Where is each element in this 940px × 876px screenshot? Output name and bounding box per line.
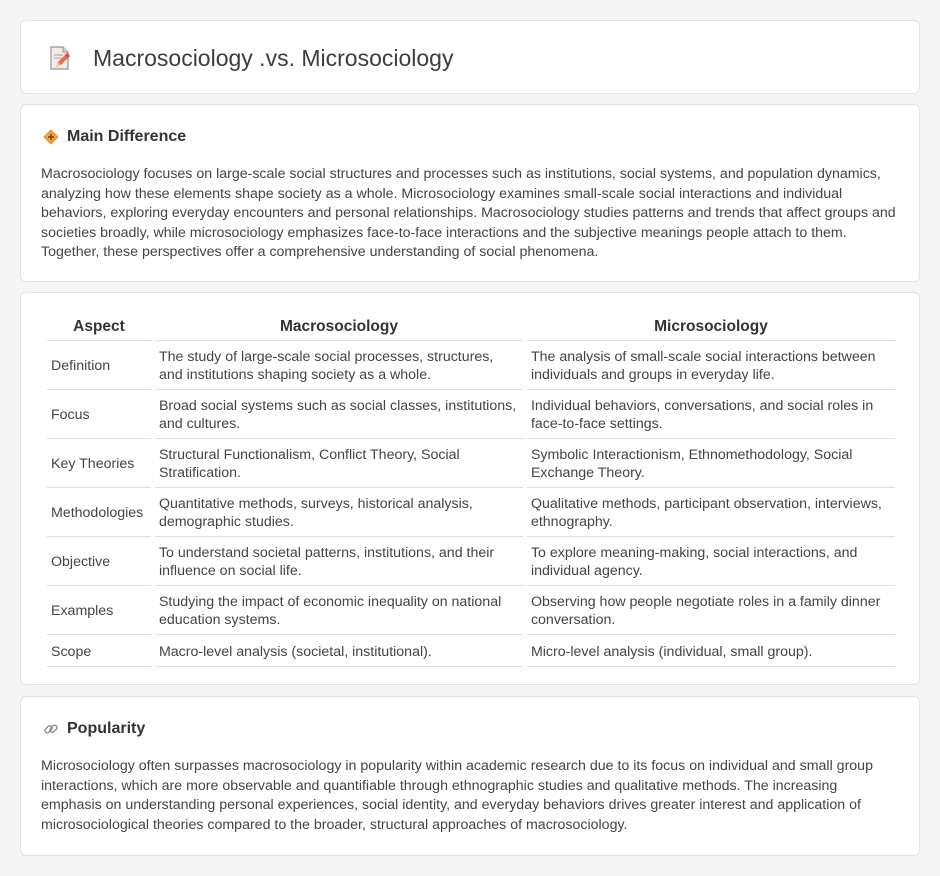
micro-cell: Micro-level analysis (individual, small group). [527, 635, 895, 667]
micro-cell: Qualitative methods, participant observation, interviews, ethnography. [527, 488, 895, 537]
popularity-card [20, 696, 920, 856]
table-row [47, 439, 895, 488]
popularity-text: Microsociology often surpasses macrosociology in popularity within academic research due to its focus on individual and small group interactions, which are more observable and quantifiable through ethnographic studies and qualitative methods. The increasing emphasis on understanding personal experiences, social identity, and everyday behaviors drives greater interest and application of microsociological theories compared to the broader, structural approaches of macrosociology. [41, 758, 873, 833]
comparison-table [43, 313, 899, 667]
table-row [47, 586, 895, 635]
comparison-card [20, 292, 920, 685]
aspect-cell: Methodologies [47, 488, 151, 537]
macro-cell: Broad social systems such as social classes, institutions, and cultures. [155, 390, 523, 439]
macro-cell: Quantitative methods, surveys, historical analysis, demographic studies. [155, 488, 523, 537]
aspect-cell: Definition [47, 341, 151, 390]
link-icon [43, 721, 59, 737]
main-difference-heading [43, 127, 186, 147]
micro-cell: The analysis of small-scale social interactions between individuals and groups in everyday life. [527, 341, 895, 390]
macro-cell: To understand societal patterns, institutions, and their influence on social life. [155, 537, 523, 586]
header-aspect: Aspect [47, 313, 151, 341]
document-pencil-icon [47, 44, 73, 72]
aspect-cell: Objective [47, 537, 151, 586]
title-row [47, 43, 453, 73]
micro-cell: Individual behaviors, conversations, and social roles in face-to-face settings. [527, 390, 895, 439]
aspect-cell: Scope [47, 635, 151, 667]
aspect-cell: Key Theories [47, 439, 151, 488]
header-microsociology: Microsociology [527, 313, 895, 341]
popularity-title: Popularity [67, 720, 146, 737]
macro-cell: Structural Functionalism, Conflict Theory, Social Stratification. [155, 439, 523, 488]
aspect-cell: Examples [47, 586, 151, 635]
micro-cell: Symbolic Interactionism, Ethnomethodology, Social Exchange Theory. [527, 439, 895, 488]
main-difference-card [20, 104, 920, 282]
table-row [47, 537, 895, 586]
table-header-row [47, 313, 895, 341]
main-difference-title: Main Difference [67, 128, 187, 145]
header-macrosociology: Macrosociology [155, 313, 523, 341]
micro-cell: Observing how people negotiate roles in a family dinner conversation. [527, 586, 895, 635]
header-card [20, 20, 920, 94]
table-row [47, 635, 895, 667]
popularity-heading [43, 719, 145, 739]
table-row [47, 341, 895, 390]
diamond-sign-icon [43, 129, 59, 145]
table-row [47, 390, 895, 439]
aspect-cell: Focus [47, 390, 151, 439]
macro-cell: Macro-level analysis (societal, institutional). [155, 635, 523, 667]
macro-cell: Studying the impact of economic inequality on national education systems. [155, 586, 523, 635]
macro-cell: The study of large-scale social processes, structures, and institutions shaping society as a whole. [155, 341, 523, 390]
micro-cell: To explore meaning-making, social interactions, and individual agency. [527, 537, 895, 586]
main-difference-text: Macrosociology focuses on large-scale social structures and processes such as institutions, social systems, and population dynamics, analyzing how these elements shape society as a whole. Microsociology examines small-scale social interactions and individual behaviors, exploring everyday encounters and personal relationships. Macrosociology studies patterns and trends that affect groups and societies broadly, while microsociology emphasizes face-to-face interactions and the subjective meanings people attach to them. Together, these perspectives offer a comprehensive understanding of social phenomena. [41, 166, 896, 261]
table-row [47, 488, 895, 537]
page-title: Macrosociology .vs. Microsociology [93, 45, 454, 71]
